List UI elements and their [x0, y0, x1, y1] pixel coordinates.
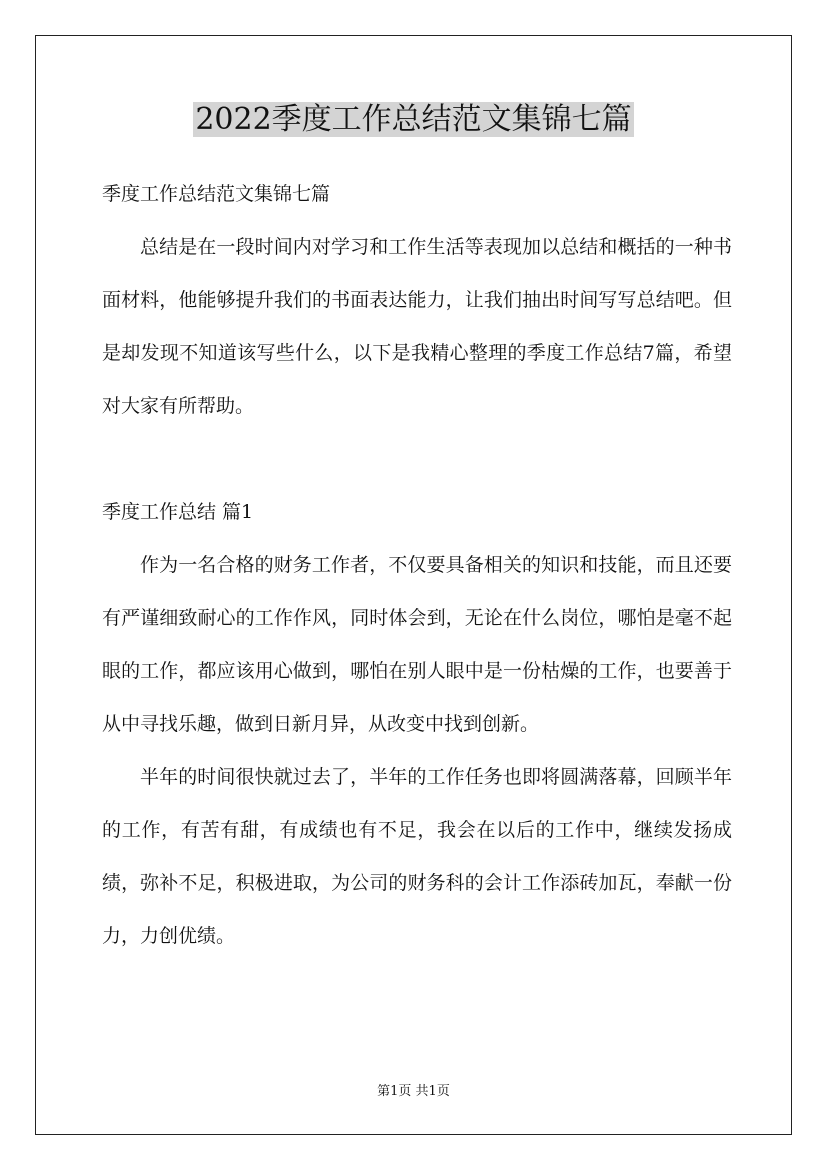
body-paragraph: 半年的时间很快就过去了，半年的工作任务也即将圆满落幕，回顾半年的工作，有苦有甜，有成绩也有不足，我会在以后的工作中，继续发扬成绩，弥补不足，积极进取，为公司的财务科的会计工作添砖加瓦，奉献一份力，力创优绩。 [102, 766, 732, 947]
document-subtitle: 季度工作总结范文集锦七篇 [102, 183, 331, 205]
body-paragraph: 作为一名合格的财务工作者，不仅要具备相关的知识和技能，而且还要有严谨细致耐心的工作作风，同时体会到，无论在什么岗位，哪怕是毫不起眼的工作，都应该用心做到，哪怕在别人眼中是一份枯燥的工作，也要善于从中寻找乐趣，做到日新月异，从改变中找到创新。 [102, 554, 732, 735]
document-body [102, 168, 732, 963]
document-title-text: 2022季度工作总结范文集锦七篇 [195, 102, 632, 137]
intro-paragraph: 总结是在一段时间内对学习和工作生活等表现加以总结和概括的一种书面材料，他能够提升我们的书面表达能力，让我们抽出时间写写总结吧。但是却发现不知道该写些什么，以下是我精心整理的季度工作总结7篇，希望对大家有所帮助。 [102, 236, 732, 417]
page-footer: 第1页 共1页 [377, 1084, 450, 1099]
document-title [0, 100, 827, 140]
section-heading: 季度工作总结 篇1 [102, 501, 254, 523]
